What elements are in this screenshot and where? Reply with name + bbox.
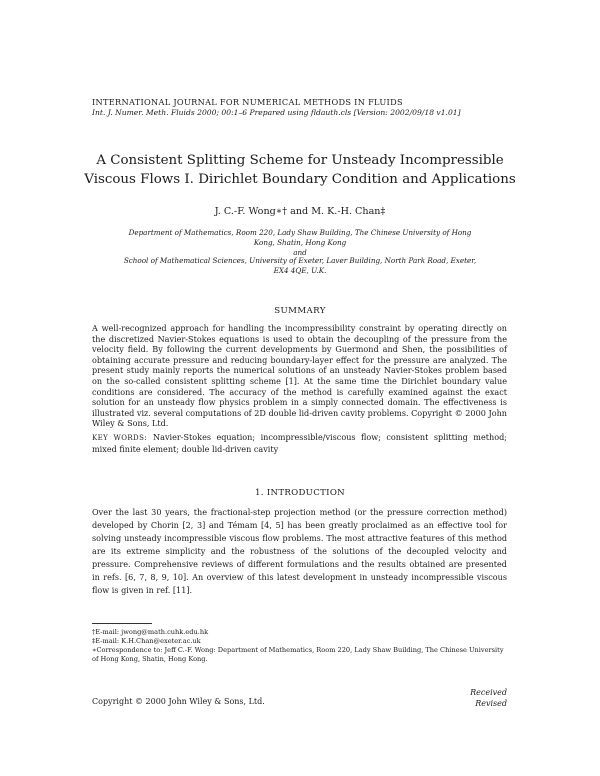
footnote-correspondence: ∗Correspondence to: Jeff C.-F. Wong: Department of Mathematics, Room 220, Lady Shaw Building, The Chinese University of Hong Kong, Shatin, Hong Kong. bbox=[92, 646, 504, 663]
journal-name: INTERNATIONAL JOURNAL FOR NUMERICAL METHODS IN FLUIDS bbox=[92, 97, 403, 107]
paper-title bbox=[60, 151, 540, 189]
journal-citation: Int. J. Numer. Meth. Fluids 2000; 00:1–6 Prepared using fldauth.cls [Version: 2002/09/18 v1.01] bbox=[92, 108, 461, 117]
authors: J. C.-F. Wong∗† and M. K.-H. Chan‡ bbox=[214, 206, 386, 217]
footnote-rule bbox=[92, 623, 152, 624]
affiliation-department: Department of Mathematics, Room 220, Lady Shaw Building, The Chinese University of Hong Kong, Shatin, Hong Kong bbox=[128, 228, 472, 247]
revised-label: Revised bbox=[475, 699, 507, 708]
introduction-text: Over the last 30 years, the fractional-step projection method (or the pressure correction method) developed by Chorin [2, 3] and Témam [4, 5] has been greatly proclaimed as an effective tool for solving unsteady incompressible viscous flow problems. The most attractive features of this method are its extreme simplicity and the robustness of the solutions of the decoupled velocity and pressure. Comprehensive reviews of different formulations and the results obtained are presented in refs. [6, 7, 8, 9, 10]. An overview of this latest development in unsteady incompressible viscous flow is given in ref. [11]. bbox=[92, 507, 507, 595]
affiliation-and: and bbox=[293, 248, 307, 257]
title-line-1: A Consistent Splitting Scheme for Unsteady Incompressible bbox=[96, 153, 504, 168]
received-label: Received bbox=[470, 688, 507, 697]
affiliation-school: School of Mathematical Sciences, University of Exeter, Laver Building, North Park Road, Exeter, EX4 4QE, U.K. bbox=[123, 256, 477, 275]
keywords-text: Navier-Stokes equation; incompressible/viscous flow; consistent splitting method; mixed finite element; double lid-driven cavity bbox=[92, 432, 507, 454]
keywords-label: KEY WORDS: bbox=[92, 434, 148, 442]
summary-heading: SUMMARY bbox=[274, 306, 326, 316]
keywords bbox=[92, 432, 507, 455]
summary-text: A well-recognized approach for handling the incompressibility constraint by operating directly on the discretized Navier-Stokes equations is used to obtain the decoupling of the pressure from the velocity field. By following the current developments by Guermond and Shen, the possibilities of obtaining accurate pressure and reducing boundary-layer effect for the pressure are analyzed. The present study mainly reports the numerical solutions of an unsteady Navier-Stokes problem based on the so-called consistent splitting scheme [1]. At the same time the Dirichlet boundary value conditions are considered. The accuracy of the method is carefully examined against the exact solution for an unsteady flow physics problem in a simply connected domain. The effectiveness is illustrated viz. several computations of 2D double lid-driven cavity problems. Copyright © 2000 John Wiley & Sons, Ltd. bbox=[92, 323, 507, 429]
footnote-email-wong: †E-mail: jwong@math.cuhk.edu.hk bbox=[92, 628, 209, 636]
copyright: Copyright © 2000 John Wiley & Sons, Ltd. bbox=[92, 697, 265, 706]
title-line-2: Viscous Flows I. Dirichlet Boundary Condition and Applications bbox=[84, 172, 516, 187]
section-heading-introduction: 1. INTRODUCTION bbox=[255, 488, 345, 498]
footnote-email-chan: ‡E-mail: K.H.Chan@exeter.ac.uk bbox=[92, 637, 201, 645]
